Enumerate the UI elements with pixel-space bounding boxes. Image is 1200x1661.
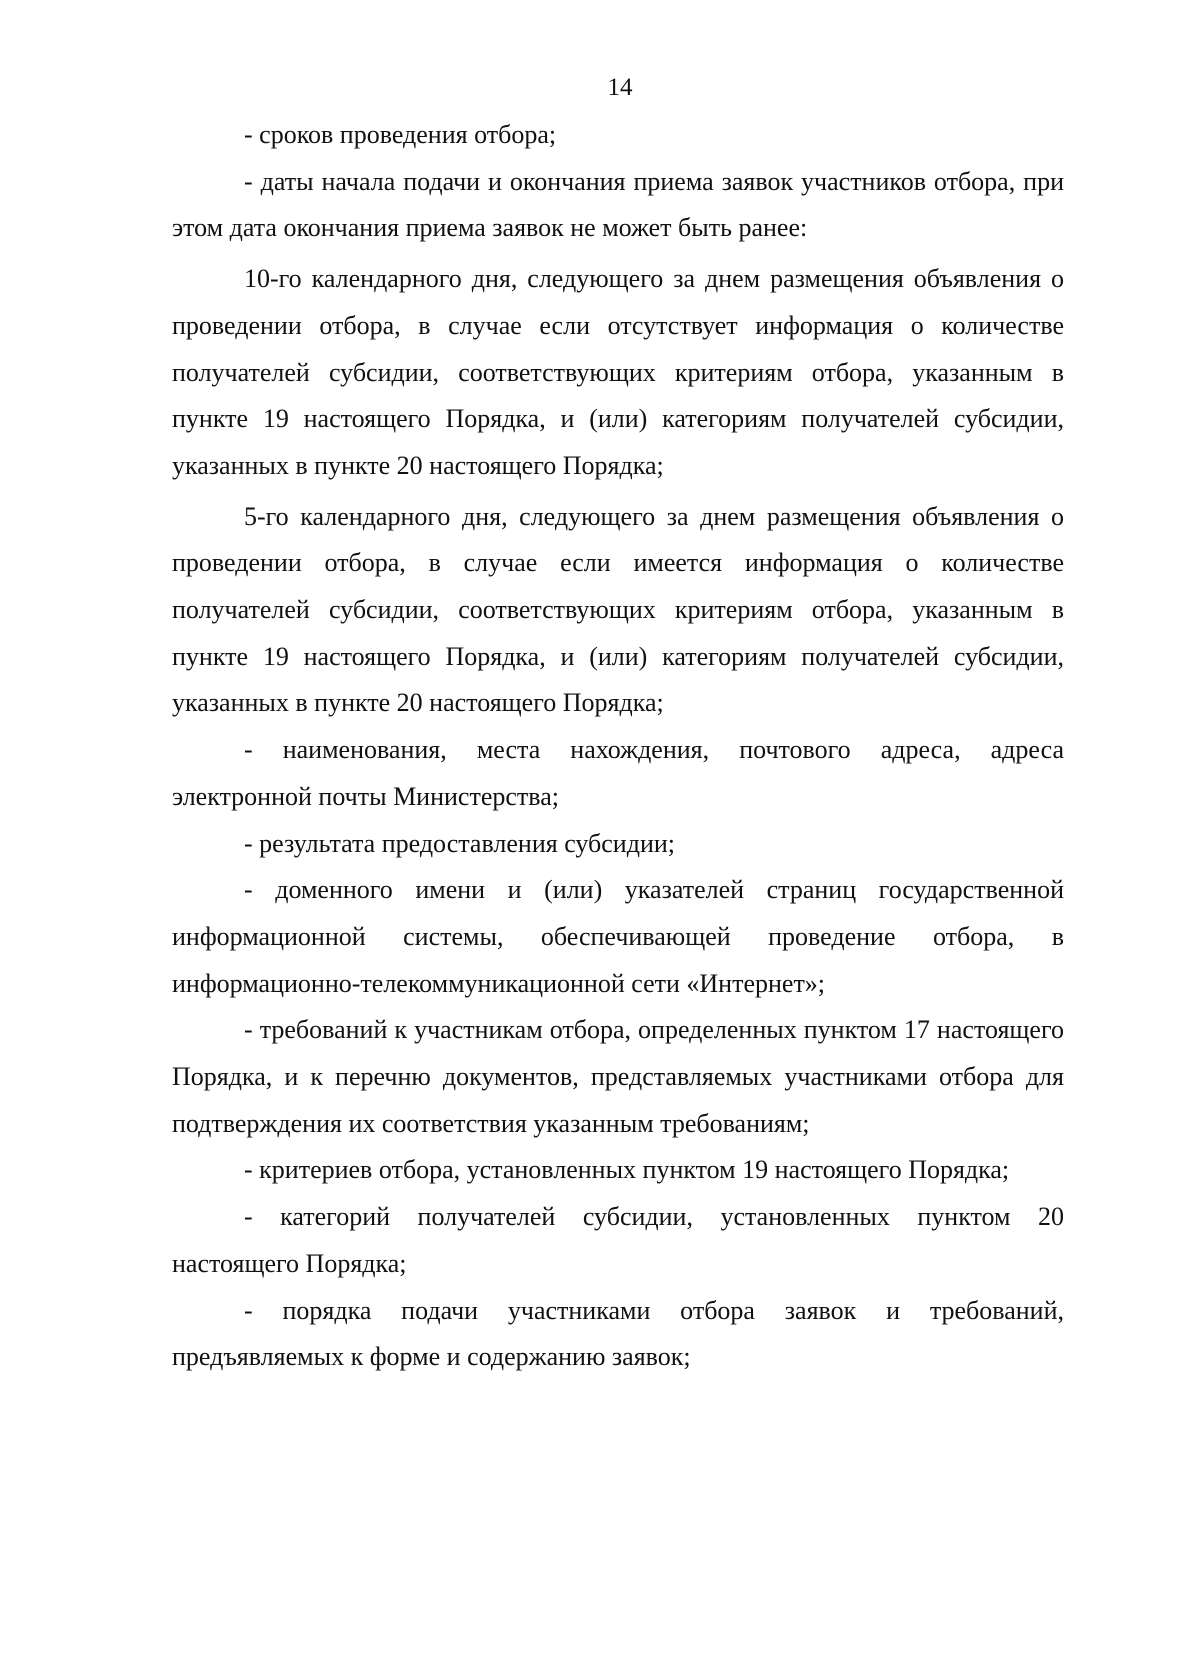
paragraph-5-go-dnya: 5-го календарного дня, следующего за днем размещения объявления о проведении отбора, в случае если имеется информация о количестве получателей субсидии, соответствующих критериям отбора, указанным в пункте 19 настоящего Порядка, и (или) категориям получателей субсидии, указанных в пункте 20 настоящего Порядка; [172, 501, 1064, 718]
document-body [172, 112, 1064, 1381]
paragraph-naimenovaniya: - наименования, места нахождения, почтового адреса, адреса электронной почты Министерства; [172, 735, 1064, 811]
page-number: 14 [607, 74, 633, 101]
paragraph-rezultata: - результата предоставления субсидии; [244, 828, 676, 858]
paragraph-poryadka-podachi: - порядка подачи участниками отбора заявок и требований, предъявляемых к форме и содержанию заявок; [172, 1295, 1064, 1372]
paragraph-daty-nachala: - даты начала подачи и окончания приема заявок участников отбора, при этом дата окончания приема заявок не может быть ранее: [172, 166, 1064, 243]
paragraph-kategoriy: - категорий получателей субсидии, установленных пунктом 20 настоящего Порядка; [172, 1202, 1064, 1278]
paragraph-srokov: - сроков проведения отбора; [244, 120, 557, 149]
paragraph-10-go-dnya: 10-го календарного дня, следующего за днем размещения объявления о проведении отбора, в случае если отсутствует информация о количестве получателей субсидии, соответствующих критериям отбора, указанным в пункте 19 настоящего Порядка, и (или) категориям получателей субсидии, указанных в пункте 20 настоящего Порядка; [172, 264, 1064, 480]
paragraph-kriteriev: - критериев отбора, установленных пунктом 19 настоящего Порядка; [244, 1155, 1010, 1185]
paragraph-domennogo-imeni: - доменного имени и (или) указателей страниц государственной информационной системы, обеспечивающей проведение отбора, в информационно-телекоммуникационной сети «Интернет»; [172, 875, 1064, 998]
paragraph-trebovaniy: - требований к участникам отбора, определенных пунктом 17 настоящего Порядка, и к перечню документов, представляемых участниками отбора для подтверждения их соответствия указанным требованиям; [172, 1015, 1064, 1138]
